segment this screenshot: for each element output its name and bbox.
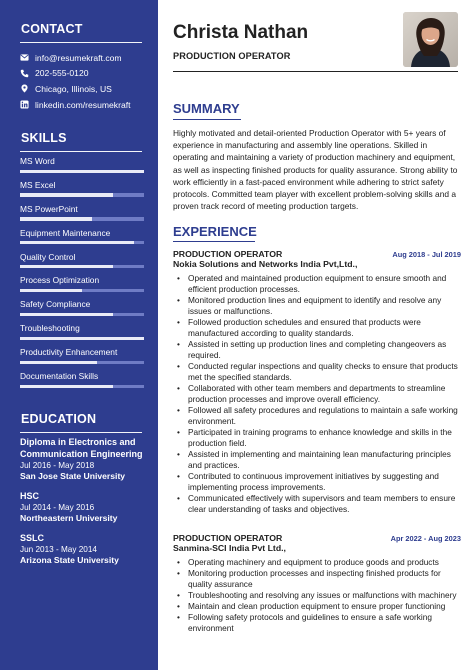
main-content (158, 0, 474, 670)
contact-location-text: Chicago, Illinois, US (35, 83, 112, 94)
experience-bullet: • Operated and maintained production equipment to ensure smooth and efficient production processes. (173, 273, 461, 295)
experience-dates: Apr 2022 - Aug 2023 (390, 534, 461, 543)
education-dates: Jul 2016 - May 2018 (20, 461, 95, 470)
experience-bullet: • Contributed to continuous improvement initiatives by suggesting and implementing process improvements. (173, 471, 461, 493)
location-icon (20, 84, 29, 93)
skill-level-bar (20, 265, 144, 268)
summary-divider (173, 119, 241, 120)
education-item (20, 437, 154, 483)
skill-name: Productivity Enhancement (20, 347, 118, 358)
experience-dates: Aug 2018 - Jul 2019 (392, 250, 461, 259)
experience-item (173, 249, 461, 516)
skill-item (20, 275, 144, 299)
education-degree: SSLC (20, 532, 45, 543)
experience-bullets (173, 557, 461, 634)
skill-level-fill (20, 385, 113, 388)
experience-bullet: • Assisted in implementing and maintaining lean manufacturing principles and practices. (173, 449, 461, 471)
experience-bullet: • Maintain and clean production equipment to ensure proper functioning (173, 601, 461, 612)
skill-level-bar (20, 361, 144, 364)
skill-level-bar (20, 385, 144, 388)
contact-location (20, 81, 152, 97)
experience-bullet: • Followed production schedules and ensured that products were manufactured according to quality standards. (173, 317, 461, 339)
experience-bullet: • Assisted in setting up production lines and completing changeovers as required. (173, 339, 461, 361)
experience-divider (173, 241, 255, 242)
skill-item (20, 156, 144, 180)
summary-text: Highly motivated and detail-oriented Production Operator with 5+ years of experience in manufacturing and assembly line operations. Skilled in operating and maintaining a variety of production machinery and equipment, as well as inspecting finished products for quality assurance. Strong ability to work efficiently in a fast-paced environment while adhering to strict safety protocols. Committed team player with excellent problem-solving skills and a proven track record of meeting production targets. (173, 128, 458, 212)
education-dates: Jul 2014 - May 2016 (20, 503, 95, 512)
phone-icon (20, 69, 29, 78)
skill-level-fill (20, 193, 113, 196)
contact-email[interactable] (20, 50, 152, 66)
contact-list (20, 50, 152, 112)
education-degree: HSC (20, 490, 40, 501)
profile-photo-image (403, 12, 458, 67)
contact-linkedin-text: linkedin.com/resumekraft (35, 99, 131, 110)
skill-item (20, 252, 144, 276)
skill-name: MS PowerPoint (20, 203, 78, 214)
experience-bullet: • Operating machinery and equipment to produce goods and products (173, 557, 461, 568)
linkedin-icon (20, 100, 29, 109)
experience-bullets (173, 273, 461, 516)
experience-bullet: • Troubleshooting and resolving any issues or malfunctions with machinery (173, 590, 461, 601)
skill-name: Equipment Maintenance (20, 227, 111, 238)
experience-company: Nokia Solutions and Networks India Pvt,Ltd., (173, 259, 358, 269)
skill-level-bar (20, 193, 144, 196)
education-school: Northeastern University (20, 513, 118, 523)
experience-header (173, 249, 461, 259)
experience-bullet: • Collaborated with other team members and departments to streamline production processes and improve overall efficiency. (173, 383, 461, 405)
experience-bullet: • Following safety protocols and guidelines to ensure a safe working environment (173, 612, 461, 634)
skills-list (20, 156, 144, 395)
experience-item (173, 533, 461, 634)
skill-name: Documentation Skills (20, 371, 99, 382)
education-section (0, 412, 158, 433)
skill-level-bar (20, 241, 144, 244)
skill-level-bar (20, 170, 144, 173)
education-heading: EDUCATION (21, 412, 97, 426)
summary-heading: SUMMARY (173, 101, 240, 116)
email-icon (20, 53, 29, 62)
skills-heading: SKILLS (21, 131, 67, 145)
skill-level-bar (20, 217, 144, 220)
skill-level-bar (20, 313, 144, 316)
skill-name: MS Word (20, 156, 55, 166)
skill-name: Process Optimization (20, 275, 100, 286)
experience-bullet: • Monitored production lines and equipment to identify and resolve any issues or malfunctions. (173, 295, 461, 317)
candidate-name: Christa Nathan (173, 22, 309, 43)
experience-role: PRODUCTION OPERATOR (173, 249, 283, 259)
experience-company: Sanmina-SCI India Pvt Ltd., (173, 543, 286, 553)
experience-bullet: • Followed all safety procedures and regulations to maintain a safe working environment. (173, 405, 461, 427)
skills-section (0, 131, 158, 152)
contact-divider (20, 42, 142, 43)
experience-bullet: • Conducted regular inspections and quality checks to ensure that products met the specified standards. (173, 361, 461, 383)
education-item (20, 533, 154, 567)
skill-item (20, 347, 144, 371)
contact-section (0, 22, 158, 43)
education-item (20, 491, 154, 525)
experience-bullet: • Participated in training programs to enhance knowledge and skills in the production field. (173, 427, 461, 449)
contact-linkedin[interactable] (20, 97, 152, 113)
skill-name: MS Excel (20, 179, 56, 190)
skill-name: Safety Compliance (20, 299, 91, 310)
skill-item (20, 204, 144, 228)
skill-item (20, 371, 144, 395)
profile-photo (403, 12, 458, 67)
sidebar (0, 0, 158, 670)
contact-phone-text: 202-555-0120 (35, 68, 89, 79)
skill-level-fill (20, 265, 113, 268)
skill-item (20, 228, 144, 252)
experience-header (173, 533, 461, 543)
candidate-title: PRODUCTION OPERATOR (173, 51, 291, 61)
experience-bullet: • Monitoring production processes and inspecting finished products for quality assurance (173, 568, 461, 590)
skills-divider (20, 151, 142, 152)
skill-item (20, 323, 144, 347)
education-list (20, 437, 154, 575)
header-divider (173, 71, 458, 72)
contact-heading: CONTACT (21, 22, 83, 36)
skill-level-fill (20, 361, 97, 364)
skill-name: Troubleshooting (20, 323, 80, 334)
skill-level-fill (20, 289, 82, 292)
skill-level-fill (20, 337, 144, 340)
skill-level-fill (20, 170, 144, 173)
skill-item (20, 180, 144, 204)
skill-level-fill (20, 241, 134, 244)
skill-level-bar (20, 337, 144, 340)
skill-name: Quality Control (20, 251, 76, 262)
skill-item (20, 299, 144, 323)
skill-level-fill (20, 313, 113, 316)
experience-heading: EXPERIENCE (173, 224, 257, 239)
education-degree: Diploma in Electronics and Communication Engineering (20, 437, 143, 459)
skill-level-fill (20, 217, 92, 220)
experience-role: PRODUCTION OPERATOR (173, 533, 283, 543)
education-divider (20, 432, 142, 433)
experience-bullet: • Communicated effectively with supervisors and team members to ensure clear understanding of tasks and objectives. (173, 493, 461, 515)
education-school: San Jose State University (20, 471, 126, 481)
education-dates: Jun 2013 - May 2014 (20, 545, 97, 554)
contact-email-text: info@resumekraft.com (35, 52, 122, 63)
skill-level-bar (20, 289, 144, 292)
contact-phone[interactable] (20, 66, 152, 82)
education-school: Arizona State University (20, 555, 119, 565)
